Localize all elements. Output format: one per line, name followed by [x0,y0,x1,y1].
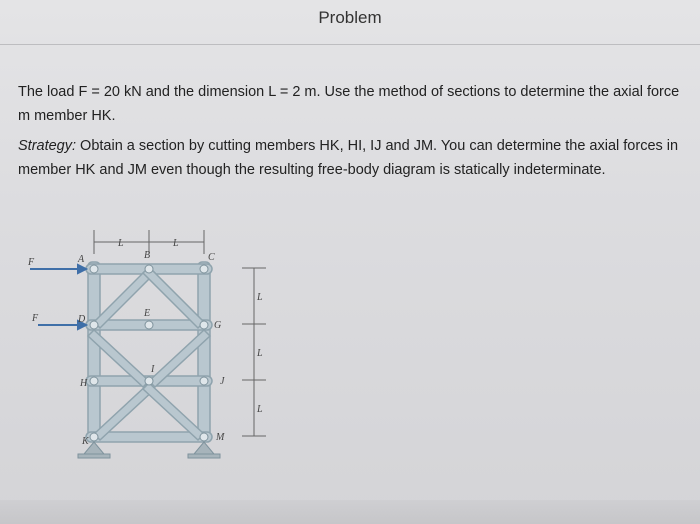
support-M [194,442,214,454]
title-divider [0,44,700,45]
ground-K [78,454,110,458]
dim-label-right-3: L [257,404,263,415]
pin-E [145,321,153,329]
right-column [198,262,210,440]
page-bottom-edge [0,500,700,524]
strategy-paragraph [18,134,683,182]
page-title: Problem [318,8,382,27]
dim-label-top-left: L [118,238,124,249]
dim-label-right-1: L [257,292,263,303]
ground-M [188,454,220,458]
pin-H [90,377,98,385]
joint-label-C: C [208,252,215,263]
pin-B [145,265,153,273]
joint-label-K: K [82,436,89,447]
strategy-text: Obtain a section by cutting members HK, HI, IJ and JM. You can determine the axial forces in member HK and JM even though the resulting free-body diagram is statically indeterminate. [18,138,679,178]
joint-label-D: D [78,314,86,325]
problem-statement: The load F = 20 kN and the dimension L = 2 m. Use the method of sections to determine the axial force m member HK. [18,84,680,124]
force-arrowhead-top [78,265,86,273]
pin-A [90,265,98,273]
pin-D [90,321,98,329]
strategy-label: Strategy: [18,138,77,154]
joint-label-H: H [80,378,88,389]
force-label-mid: F [32,313,39,324]
pin-G [200,321,208,329]
pin-I [145,377,153,385]
pin-C [200,265,208,273]
supports [78,442,220,458]
dim-label-right-2: L [257,348,263,359]
joint-label-A: A [78,254,85,265]
dimension-lines [94,230,266,436]
diagonal-upper-right [143,267,204,328]
pin-J [200,377,208,385]
truss-figure [24,216,274,466]
joint-label-G: G [214,320,222,331]
left-column [88,262,100,440]
pin-K [90,433,98,441]
joint-label-B: B [144,250,151,261]
pin-M [200,433,208,441]
joint-label-J: J [220,376,225,387]
force-label-top: F [28,257,35,268]
joint-label-E: E [144,308,151,319]
dim-label-top-right: L [173,238,179,249]
joint-label-I: I [151,364,155,375]
truss-members [86,262,212,442]
joint-label-M: M [216,432,225,443]
